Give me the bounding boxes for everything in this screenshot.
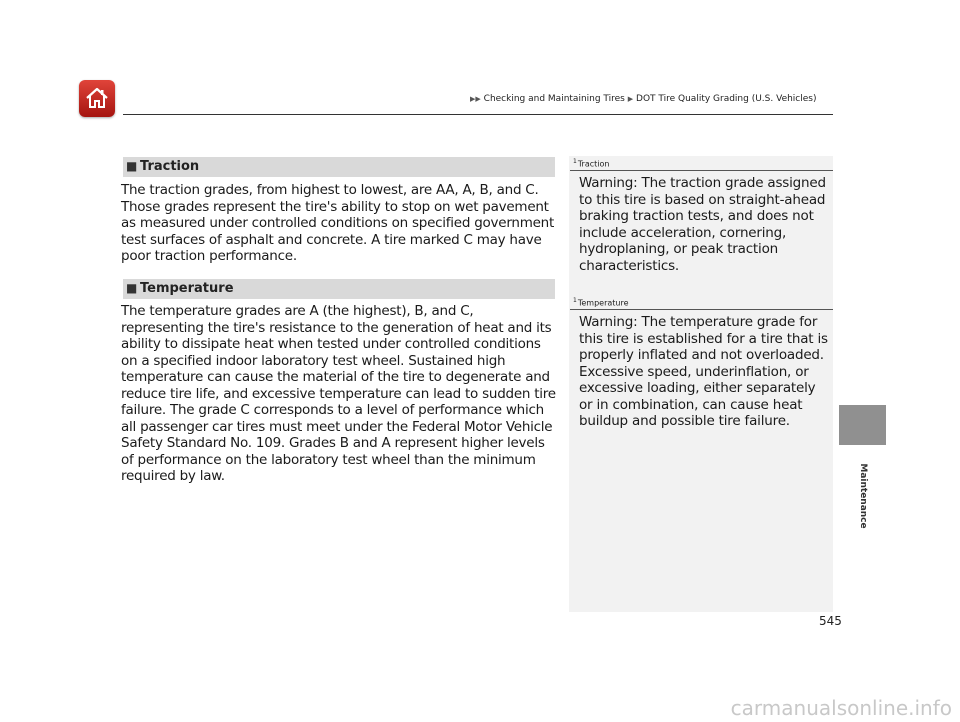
home-icon — [83, 84, 111, 112]
note-divider — [570, 170, 833, 171]
note-text-temperature: Warning: The temperature grade for this tire is established for a tire that is properly inflated and not overloaded. Excessive speed, underinflation, or excessive loading, either separately or in combination, can cause heat buildup and possible tire failure. — [579, 314, 828, 429]
breadcrumb-arrow-icon: ▶ — [627, 95, 634, 103]
note-title-traction: $^1$Traction — [573, 158, 610, 169]
page-number: 545 — [819, 614, 842, 628]
breadcrumb-link-tires[interactable]: Checking and Maintaining Tires — [483, 94, 625, 104]
home-button[interactable] — [79, 80, 115, 117]
breadcrumb-current: DOT Tire Quality Grading (U.S. Vehicles) — [636, 94, 817, 104]
temperature-heading-text: Temperature — [140, 281, 234, 296]
note-divider — [570, 309, 833, 310]
header-divider — [123, 114, 833, 115]
section-tab-maintenance[interactable] — [839, 405, 886, 445]
temperature-paragraph: The temperature grades are A (the highest), B, and C, representing the tire's resistance to the generation of heat and its ability to dissipate heat when tested under controlled conditions on a specified indoor laboratory test wheel. Sustained high temperature can cause the material of the tire to degenerate and reduce tire life, and excessive temperature can lead to sudden tire failure. The grade C corresponds to a level of performance which all passenger car tires must meet under the Federal Motor Vehicle Safety Standard No. 109. Grades B and A represent higher levels of performance on the laboratory test wheel than the minimum required by law. — [121, 303, 556, 484]
note-title-temperature: $^1$Temperature — [573, 297, 629, 308]
traction-paragraph: The traction grades, from highest to lowest, are AA, A, B, and C. Those grades represent the tire's ability to stop on wet pavement as measured under controlled conditions on specified government test surfaces of asphalt and concrete. A tire marked C may have poor traction performance. — [121, 182, 555, 264]
square-bullet-icon: ■ — [126, 281, 138, 295]
breadcrumb — [470, 94, 817, 104]
temperature-heading — [123, 279, 555, 299]
breadcrumb-arrow-icon: ▶▶ — [470, 95, 481, 103]
side-tab-label: Maintenance — [858, 463, 868, 529]
square-bullet-icon: ■ — [126, 159, 138, 173]
watermark: carmanualsonline.info — [730, 696, 952, 720]
traction-heading-text: Traction — [140, 159, 200, 174]
traction-heading — [123, 157, 555, 177]
note-text-traction: Warning: The traction grade assigned to this tire is based on straight-ahead braking traction tests, and does not include acceleration, cornering, hydroplaning, or peak traction characteristics. — [579, 175, 826, 274]
